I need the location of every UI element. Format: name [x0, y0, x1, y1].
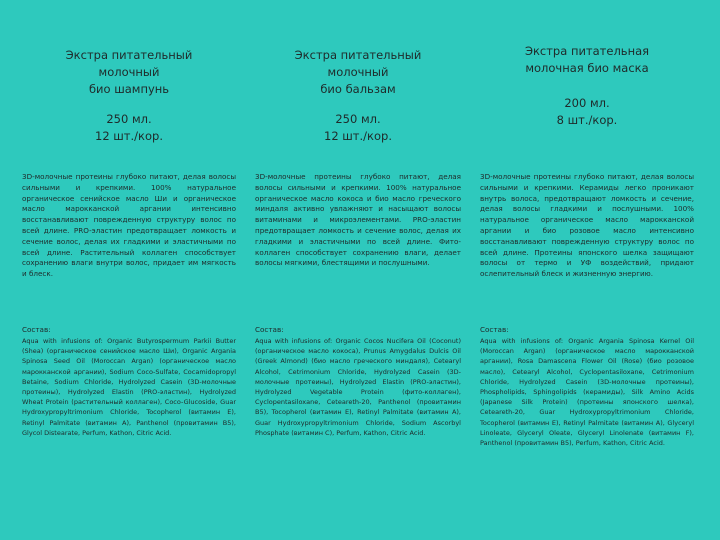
product-description: 3D-молочные протеины глубоко питают, делая волосы сильными и крепкими. 100% натуральное органическое масло кокоса и био масло греческого миндаля активно увлажняют и насыщают волосы витаминами и микроэлементами. PRO-эластин предотвращает ломкость и сечение волос, делая их гладкими и эластичными по всей длине. Фито-коллаген способствует сохранению влаги, делает волосы мягкими, блестящими и послушными. [255, 172, 461, 268]
composition-text: Aqua with infusions of: Organic Cocos Nucifera Oil (Coconut) (органическое масло кокоса), Prunus Amygdalus Dulcis Oil (Greek Almond) (био масло греческого миндаля), Cetearyl Alcohol, Cetrimonium Chloride, Hydrolyzed Casein (3D-молочные протеины), Hydrolyzed Elastin (PRO-эластин), Hydrolyzed Vegetable Protein (фито-коллаген), Cyclopentasiloxane, Ceteareth-20, Panthenol (провитамин B5), Tocopherol (витамин E), Retinyl Palmitate (витамин А), Guar Hydroxypropyltrimonium Chloride, Sodium Ascorbyl Phosphate (витамин C), Perfum, Kathon, Citric Acid. [255, 337, 461, 437]
composition-label: Состав: [22, 325, 51, 334]
product-volume: 250 мл. 12 шт./кор. [95, 112, 163, 143]
product-volume: 250 мл. 12 шт./кор. [324, 112, 392, 143]
product-title: Экстра питательный молочный био шампунь [65, 48, 193, 96]
product-description: 3D-молочные протеины глубоко питают, делая волосы сильными и крепкими. 100% натуральное органическое сенийское масло Ши и органическое масло марокканской аргании интенсивно восстанавливают поврежденную структуру волос по всей длине. PRO-эластин предотвращает ломкость и сечение волос, делая их гладкими и эластичными по всей длине. Растительный коллаген способствует сохранению влаги внутри волос, придает им мягкость и блеск. [22, 172, 236, 279]
composition-text: Aqua with infusions of: Organic Argania Spinosa Kernel Oil (Moroccan Argan) (органическое масло марокканской аргании), Rosa Damascena Flower Oil (Rose) (био розовое масло), Cetearyl Alcohol, Cyclopentasiloxane, Cetrimonium Chloride, Hydrolyzed Casein (3D-молочные протеины), Phospholipids, Sphingolipids (керамиды), Silk Amino Acids (Japanese Silk Protein) (протеины японского шелка), Ceteareth-20, Guar Hydroxypropyltrimonium Chloride, Tocopherol (витамин E), Retinyl Palmitate (витамин А), Glyceryl Linoleate, Glyceryl Oleate, Glyceryl Linolenate (витамин F), Panthenol (провитамин B5), Perfum, Kathon, Citric Acid. [480, 337, 694, 448]
product-volume: 200 мл. 8 шт./кор. [556, 96, 618, 127]
product-description: 3D-молочные протеины глубоко питают, делая волосы сильными и крепкими. Керамиды легко проникают внутрь волоса, предотвращают ломкость и сечение, делая волосы гладкими и послушными. 100% натуральное органическое масло марокканской аргании и био розовое масло интенсивно восстанавливают поврежденную структуру волос по всей длине. Протеины японского шелка защищают волосы от термо и УФ воздействий, придают ослепительный блеск и жизненную энергию. [480, 172, 694, 279]
composition-text: Aqua with infusions of: Organic Butyrospermum Parkii Butter (Shea) (органическое сенийское масло Ши), Organic Argania Spinosa Seed Oil (Moroccan Argan) (органическое масло марокканской аргании), Sodium Coco-Sulfate, Cocamidopropyl Betaine, Sodium Chloride, Hydrolyzed Casein (3D-молочные протеины), Hydrolyzed Elastin (PRO-эластин), Hydrolyzed Wheat Protein (растительный коллаген), Coco-Glucoside, Guar Hydroxypropyltrimonium Chloride, Tocopherol (витамин E), Retinyl Palmitate (витамин А), Panthenol (провитамин B5), Glycol Distearate, Perfum, Kathon, Citric Acid. [22, 337, 236, 437]
composition-label: Состав: [255, 325, 284, 334]
composition-label: Состав: [480, 325, 509, 334]
product-title: Экстра питательный молочный био бальзам [294, 48, 422, 96]
product-title: Экстра питательная молочная био маска [524, 44, 650, 75]
